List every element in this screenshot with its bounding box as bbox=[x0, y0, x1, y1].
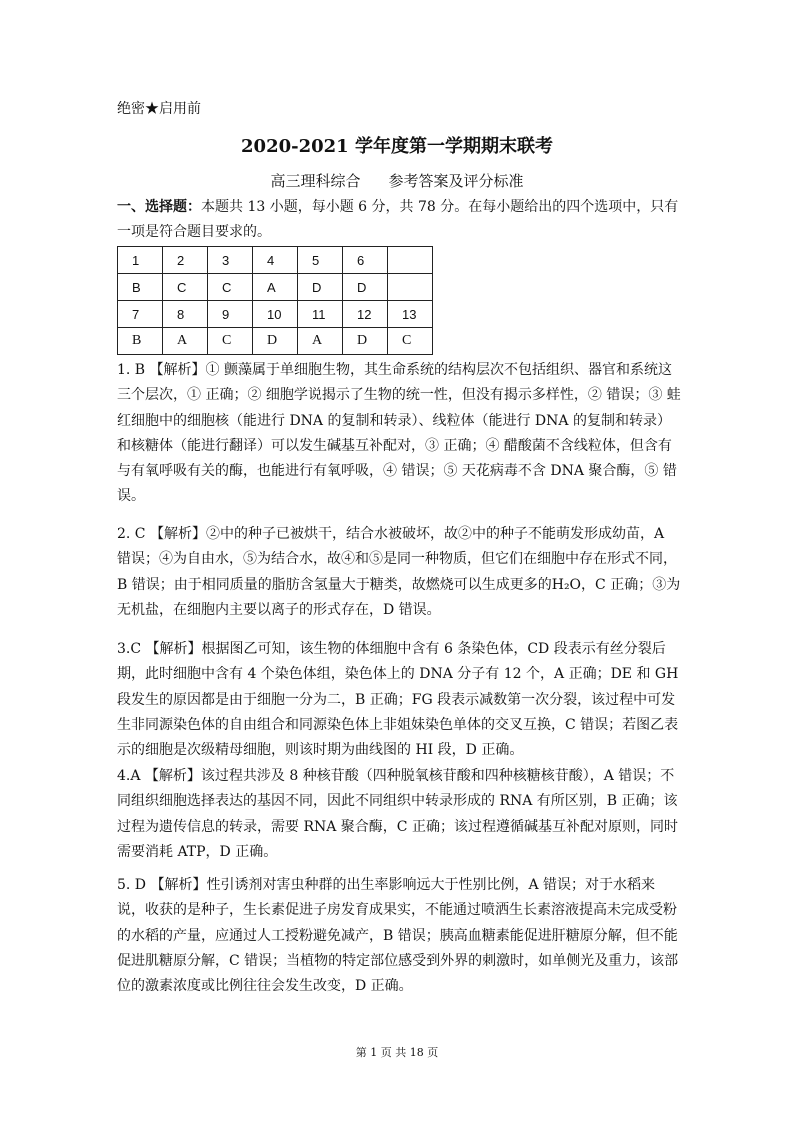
subtitle-subject: 高三理科综合 bbox=[270, 172, 361, 190]
table-cell: 7 bbox=[118, 301, 163, 328]
table-cell: A bbox=[163, 328, 208, 355]
document-subtitle bbox=[0, 170, 794, 191]
explanation-1: 1. B 【解析】① 颤藻属于单细胞生物，其生命系统的结构层次不包括组织、器官和系统这三个层次，① 正确；② 细胞学说揭示了生物的统一性，但没有揭示多样性，② 错误；③ 蛙红细胞中的细胞核（能进行 DNA 的复制和转录）、线粒体（能进行 DNA 的复制和转录）和核糖体（能进行翻译）可以发生碱基互补配对，③ 正确；④ 醋酸菌不含线粒体，但含有与有氧呼吸有关的酶，也能进行有氧呼吸，④ 错误；⑤ 天花病毒不含 DNA 聚合酶，⑤ 错误。 bbox=[117, 362, 681, 505]
table-cell: D bbox=[298, 274, 343, 301]
table-cell: C bbox=[388, 328, 433, 355]
table-cell: 5 bbox=[298, 247, 343, 274]
explanation-2: 2. C 【解析】②中的种子已被烘干，结合水被破坏，故②中的种子不能萌发形成幼苗，A 错误；④为自由水，⑤为结合水，故④和⑤是同一种物质，但它们在细胞中存在形式不同，B 错误；由于相同质量的脂肪含氢量大于糖类，故燃烧可以生成更多的H₂O，C 正确；③为无机盐，在细胞内主要以离子的形式存在，D 错误。 bbox=[117, 526, 681, 618]
page-footer: 第 1 页 共 18 页 bbox=[355, 1046, 439, 1059]
table-cell bbox=[388, 247, 433, 274]
table-cell: 13 bbox=[388, 301, 433, 328]
table-cell: 11 bbox=[298, 301, 343, 328]
table-cell: C bbox=[163, 274, 208, 301]
table-cell: B bbox=[118, 274, 163, 301]
table-cell: B bbox=[118, 328, 163, 355]
answer-table-row bbox=[118, 274, 433, 301]
table-cell: C bbox=[208, 328, 253, 355]
table-cell: 9 bbox=[208, 301, 253, 328]
explanation-4: 4.A 【解析】该过程共涉及 8 种核苷酸（四种脱氧核苷酸和四种核糖核苷酸），A 错误；不同组织细胞选择表达的基因不同，因此不同组织中转录形成的 RNA 有所区别，B 正确；该过程为遗传信息的转录，需要 RNA 聚合酶，C 正确；该过程遵循碱基互补配对原则，同时需要消耗 ATP，D 正确。 bbox=[117, 768, 678, 860]
confidential-label: 绝密★启用前 bbox=[117, 101, 201, 117]
table-cell: D bbox=[253, 328, 298, 355]
explanation-5: 5. D 【解析】性引诱剂对害虫种群的出生率影响远大于性别比例，A 错误；对于水稻来说，收获的是种子，生长素促进子房发育成果实，不能通过喷洒生长素溶液提高未完成受粉的水稻的产量，应通过人工授粉避免减产，B 错误；胰高血糖素能促进肝糖原分解，但不能促进肌糖原分解，C 错误；当植物的特定部位感受到外界的刺激时，如单侧光及重力，该部位的激素浓度或比例往往会发生改变，D 正确。 bbox=[117, 877, 679, 995]
answer-table-row bbox=[118, 328, 433, 355]
table-cell: 8 bbox=[163, 301, 208, 328]
subtitle-description: 参考答案及评分标准 bbox=[388, 172, 524, 190]
table-cell: 3 bbox=[208, 247, 253, 274]
section-1-intro bbox=[117, 195, 682, 246]
table-cell: 2 bbox=[163, 247, 208, 274]
explanation-3: 3.C 【解析】根据图乙可知，该生物的体细胞中含有 6 条染色体，CD 段表示有丝分裂后期，此时细胞中含有 4 个染色体组，染色体上的 DNA 分子有 12 个，A 正确；DE 和 GH 段发生的原因都是由于细胞一分为二，B 正确；FG 段表示减数第一次分裂，该过程中可发生非同源染色体的自由组合和同源染色体上非姐妹染色单体的交叉互换，C 错误；若图乙表示的细胞是次级精母细胞，则该时期为曲线图的 HI 段，D 正确。 bbox=[117, 641, 679, 759]
answer-table-row bbox=[118, 247, 433, 274]
table-cell: 10 bbox=[253, 301, 298, 328]
table-cell: C bbox=[208, 274, 253, 301]
table-cell: D bbox=[343, 328, 388, 355]
table-cell: D bbox=[343, 274, 388, 301]
table-cell bbox=[388, 274, 433, 301]
answer-table bbox=[117, 246, 433, 355]
table-cell: 4 bbox=[253, 247, 298, 274]
section-1-heading: 一、选择题： bbox=[117, 199, 201, 215]
table-cell: 1 bbox=[118, 247, 163, 274]
section-1-text: 本题共 13 小题，每小题 6 分，共 78 分。在每小题给出的四个选项中，只有一项是符合题目要求的。 bbox=[117, 199, 679, 241]
table-cell: A bbox=[253, 274, 298, 301]
table-cell: 6 bbox=[343, 247, 388, 274]
table-cell: A bbox=[298, 328, 343, 355]
answer-table-row bbox=[118, 301, 433, 328]
document-title: 2020-2021 学年度第一学期期末联考 bbox=[241, 136, 553, 157]
table-cell: 12 bbox=[343, 301, 388, 328]
